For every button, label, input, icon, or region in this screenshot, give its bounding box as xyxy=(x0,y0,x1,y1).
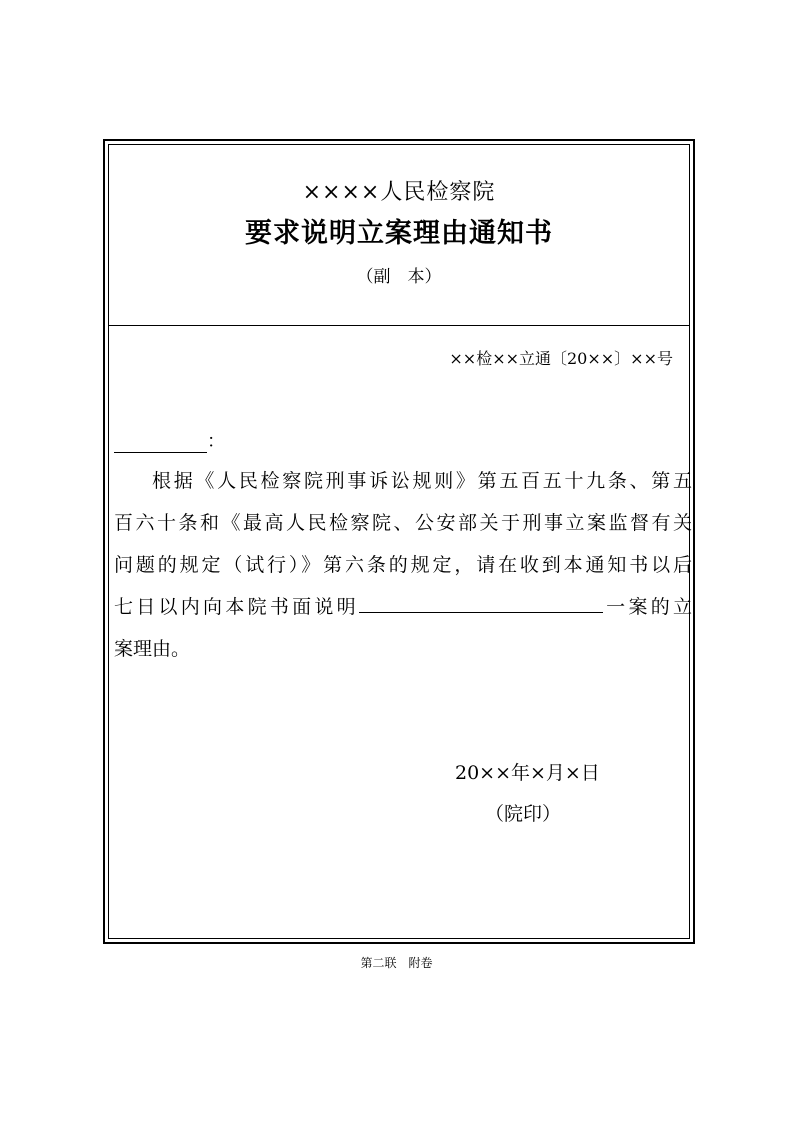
body-line-1: 根据《人民检察院刑事诉讼规则》第五百五十九条、第五 xyxy=(152,470,692,492)
document-number: ××检××立通〔20××〕××号 xyxy=(449,349,673,368)
body-line-4-before: 七日以内向本院书面说明 xyxy=(114,596,359,618)
seal-placeholder: （院印） xyxy=(485,803,562,825)
body-line-2: 百六十条和《最高人民检察院、公安部关于刑事立案监督有关 xyxy=(114,512,692,534)
document-title: 要求说明立案理由通知书 xyxy=(245,218,553,249)
body-line-3: 问题的规定（试行）》第六条的规定，请在收到本通知书以后 xyxy=(114,554,692,576)
recipient-blank xyxy=(114,432,207,453)
document-header xyxy=(109,145,689,326)
procuratorate-name: ××××人民检察院 xyxy=(302,180,496,205)
body-line-4 xyxy=(114,586,692,628)
case-name-blank xyxy=(359,592,603,613)
notice-body xyxy=(114,460,692,670)
body-line-4-after: 一案的立 xyxy=(602,596,692,618)
issue-date: 20××年×月×日 xyxy=(455,762,600,784)
document-inner-frame xyxy=(108,144,690,939)
body-line-5: 案理由。 xyxy=(114,638,191,660)
document-frame xyxy=(103,139,695,944)
recipient-colon: ： xyxy=(207,431,225,452)
recipient-line xyxy=(114,427,225,453)
copy-label: （副 本） xyxy=(356,267,442,287)
copy-footer: 第二联 附卷 xyxy=(360,956,433,970)
